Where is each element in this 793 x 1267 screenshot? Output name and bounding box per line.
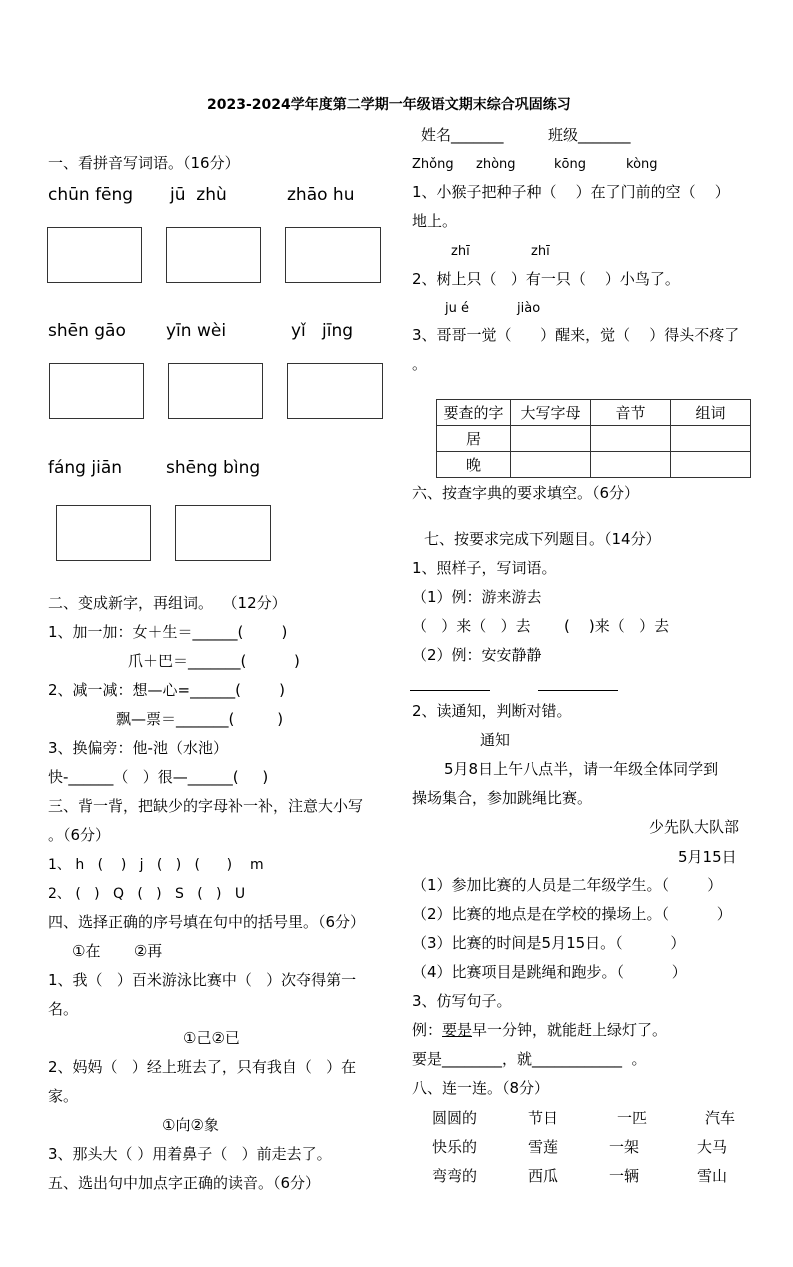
pinyin: ju é [445,301,469,316]
pinyin: zhī [531,244,550,259]
section-6-heading: 六、按查字典的要求填空。（6分） [412,484,640,502]
dictionary-table [436,399,751,478]
pinyin: kōng [554,157,586,172]
answer-box[interactable] [166,227,261,283]
pinyin: chūn fēng [48,185,134,205]
table-cell-input[interactable] [511,426,591,452]
answer-box[interactable] [287,363,383,419]
match-item[interactable]: 大马 [697,1138,728,1156]
table-cell-input[interactable] [591,452,671,478]
page-title: 2023-2024学年度第二学期一年级语文期末综合巩固练习 [207,97,571,113]
name-field[interactable]: 姓名_______ [421,126,504,144]
table-cell: 晚 [437,452,511,478]
table-header-cell: 音节 [591,400,671,426]
table-row [437,452,751,478]
answer-box[interactable] [56,505,151,561]
match-item[interactable]: 节日 [528,1109,559,1127]
pinyin: jiào [517,301,541,316]
notice-signature: 少先队大队部 [649,818,740,836]
table-header-cell: 要查的字 [437,400,511,426]
answer-box[interactable] [49,363,144,419]
options: ①向②象 [162,1116,219,1134]
question-line: 名。 [48,1000,79,1018]
match-item[interactable]: 雪山 [697,1167,728,1185]
answer-blank[interactable] [410,690,490,691]
judge-item: （2）比赛的地点是在学校的操场上。（ ） [412,905,732,923]
options: ①己②已 [183,1029,240,1047]
judge-item: （3）比赛的时间是5月15日。（ ） [412,934,686,952]
match-item[interactable]: 雪莲 [528,1138,559,1156]
question-line: 1、加一加：女＋生＝______( ) [48,623,288,641]
section-7-heading: 七、按要求完成下列题目。（14分） [424,530,661,548]
section-2-heading: 二、变成新字，再组词。 （12分） [48,594,287,612]
options: ①在 ②再 [72,942,163,960]
judge-item: （1）参加比赛的人员是二年级学生。（ ） [412,876,723,894]
pinyin: zhòng [476,157,516,172]
class-field[interactable]: 班级_______ [548,126,631,144]
notice-date: 5月15日 [678,848,737,866]
question-line: 1、小猴子把种子种（ ）在了门前的空（ ） [412,183,730,201]
fill-sentence[interactable]: 要是________，就____________ 。 [412,1050,647,1068]
match-item[interactable]: 一架 [609,1138,640,1156]
notice-title: 通知 [480,731,511,749]
pinyin: fáng jiān [48,458,123,478]
question-line: 。 [412,355,428,373]
table-cell-input[interactable] [591,426,671,452]
section-3-heading: 三、背一背，把缺少的字母补一补，注意大小写 [48,797,364,815]
table-cell-input[interactable] [671,452,751,478]
judge-item: （4）比赛项目是跳绳和跑步。（ ） [412,963,687,981]
question-line: （1）例：游来游去 [412,588,542,606]
pinyin: Zhǒng [412,157,454,172]
question-line: （ ）来（ ）去 ( )来（ ）去 [412,617,670,635]
question-line: 爪＋巴＝_______( ) [128,652,300,670]
question-line: 地上。 [412,212,458,230]
pinyin: zhī [451,244,470,259]
section-5-heading: 五、选出句中加点字正确的读音。（6分） [48,1174,321,1192]
answer-box[interactable] [47,227,142,283]
question-line: 飘—票＝_______( ) [116,710,284,728]
match-item[interactable]: 圆圆的 [432,1109,478,1127]
table-cell-input[interactable] [511,452,591,478]
table-header-row [437,400,751,426]
match-item[interactable]: 汽车 [705,1109,736,1127]
match-item[interactable]: 西瓜 [528,1167,559,1185]
section-3-heading-cont: 。（6分） [48,826,111,844]
match-item[interactable]: 一匹 [617,1109,648,1127]
table-header-cell: 组词 [671,400,751,426]
question-line: 2、树上只（ ）有一只（ ）小鸟了。 [412,270,680,288]
question-line: 3、换偏旁：他-池（水池） [48,739,228,757]
pinyin: kòng [626,157,658,172]
pinyin: jū zhù [170,185,227,205]
example-underlined: 要是 [442,1021,473,1039]
question-line: 快-______（ ）很—______( ) [48,768,269,786]
notice-text: 操场集合，参加跳绳比赛。 [412,789,593,807]
pinyin: yīn wèi [166,321,227,341]
table-row [437,426,751,452]
table-header-cell: 大写字母 [511,400,591,426]
example-prefix: 例： [412,1021,443,1039]
notice-text: 5月8日上午八点半，请一年级全体同学到 [444,760,719,778]
question-line: 2、妈妈（ ）经上班去了，只有我自（ ）在 [48,1058,357,1076]
question-line: （2）例：安安静静 [412,646,542,664]
match-item[interactable]: 弯弯的 [432,1167,478,1185]
section-8-heading: 八、连一连。（8分） [412,1079,550,1097]
question-line: 1、我（ ）百米游泳比赛中（ ）次夺得第一 [48,971,357,989]
pinyin: shēn gāo [48,321,126,341]
answer-box[interactable] [175,505,271,561]
question-line: 2、 ( ) Q ( ) S ( ) U [48,886,246,902]
section-1-heading: 一、看拼音写词语。（16分） [48,154,240,172]
example-rest: 早一分钟，就能赶上绿灯了。 [472,1021,668,1039]
section-4-heading: 四、选择正确的序号填在句中的括号里。（6分） [48,913,366,931]
question-line: 3、哥哥一觉（ ）醒来，觉（ ）得头不疼了 [412,326,740,344]
question-line: 2、读通知，判断对错。 [412,702,572,720]
table-cell: 居 [437,426,511,452]
question-line: 1、照样子，写词语。 [412,559,557,577]
answer-blank[interactable] [538,690,618,691]
match-item[interactable]: 一辆 [609,1167,640,1185]
pinyin: shēng bìng [166,458,261,478]
question-line: 2、减一减：想—心=______( ) [48,681,285,699]
match-item[interactable]: 快乐的 [432,1138,478,1156]
pinyin: yǐ jīng [291,321,354,341]
answer-box[interactable] [285,227,381,283]
question-line: 3、仿写句子。 [412,992,512,1010]
question-line: 1、 h ( ) j ( ) ( ) m [48,857,264,873]
question-line: 3、那头大（ ）用着鼻子（ ）前走去了。 [48,1145,332,1163]
table-cell-input[interactable] [671,426,751,452]
question-line: 家。 [48,1087,79,1105]
answer-box[interactable] [168,363,263,419]
pinyin: zhāo hu [287,185,355,205]
example-sentence [412,1023,667,1038]
